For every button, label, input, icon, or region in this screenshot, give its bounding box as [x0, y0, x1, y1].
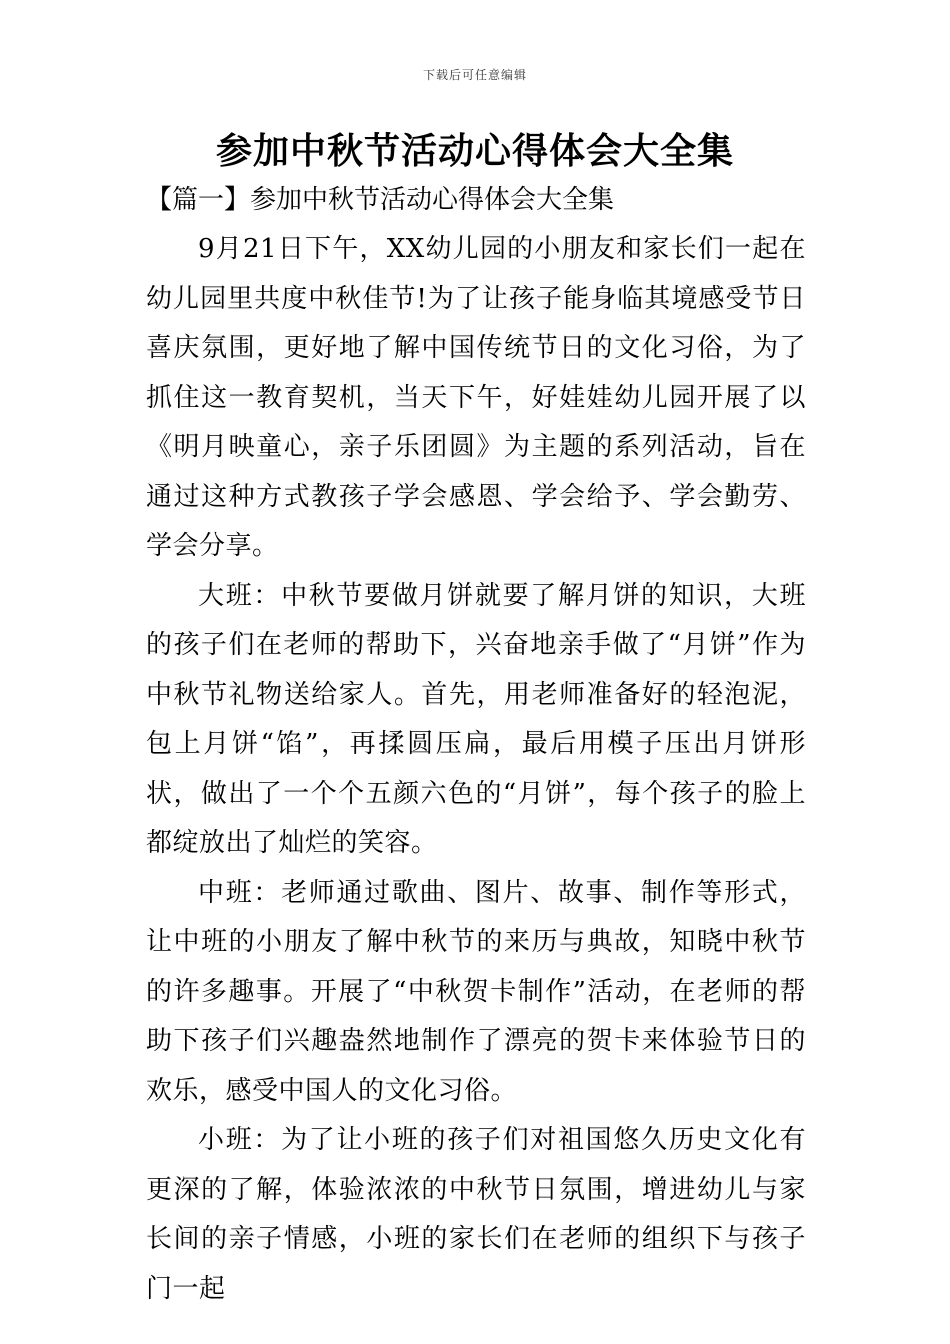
document-title: 参加中秋节活动心得体会大全集	[215, 131, 734, 172]
section-heading: 【篇一】参加中秋节活动心得体会大全集	[146, 185, 615, 215]
paragraph-intro: 9月21日下午，XX幼儿园的小朋友和家长们一起在幼儿园里共度中秋佳节!为了让孩子能身临其境感受节日喜庆氛围，更好地了解中国传统节日的文化习俗，为了抓住这一教育契机，当天下午，好娃娃幼儿园开展了以《明月映童心，亲子乐团圆》为主题的系列活动，旨在通过这种方式教孩子学会感恩、学会给予、学会勤劳、学会分享。	[146, 234, 806, 561]
header-note: 下载后可任意编辑	[422, 68, 527, 82]
paragraph-middle-class: 中班：老师通过歌曲、图片、故事、制作等形式，让中班的小朋友了解中秋节的来历与典故，知晓中秋节的许多趣事。开展了“中秋贺卡制作”活动，在老师的帮助下孩子们兴趣盎然地制作了漂亮的贺卡来体验节日的欢乐，感受中国人的文化习俗。	[146, 877, 806, 1106]
paragraph-small-class: 小班：为了让小班的孩子们对祖国悠久历史文化有更深的了解，体验浓浓的中秋节日氛围，增进幼儿与家长间的亲子情感，小班的家长们在老师的组织下与孩子门一起	[146, 1125, 806, 1304]
paragraph-big-class: 大班：中秋节要做月饼就要了解月饼的知识，大班的孩子们在老师的帮助下，兴奋地亲手做了“月饼”作为中秋节礼物送给家人。首先，用老师准备好的轻泡泥，包上月饼“馅”，再揉圆压扁，最后用模子压出月饼形状，做出了一个个五颜六色的“月饼”，每个孩子的脸上都绽放出了灿烂的笑容。	[146, 580, 806, 858]
document-body	[146, 225, 806, 1314]
